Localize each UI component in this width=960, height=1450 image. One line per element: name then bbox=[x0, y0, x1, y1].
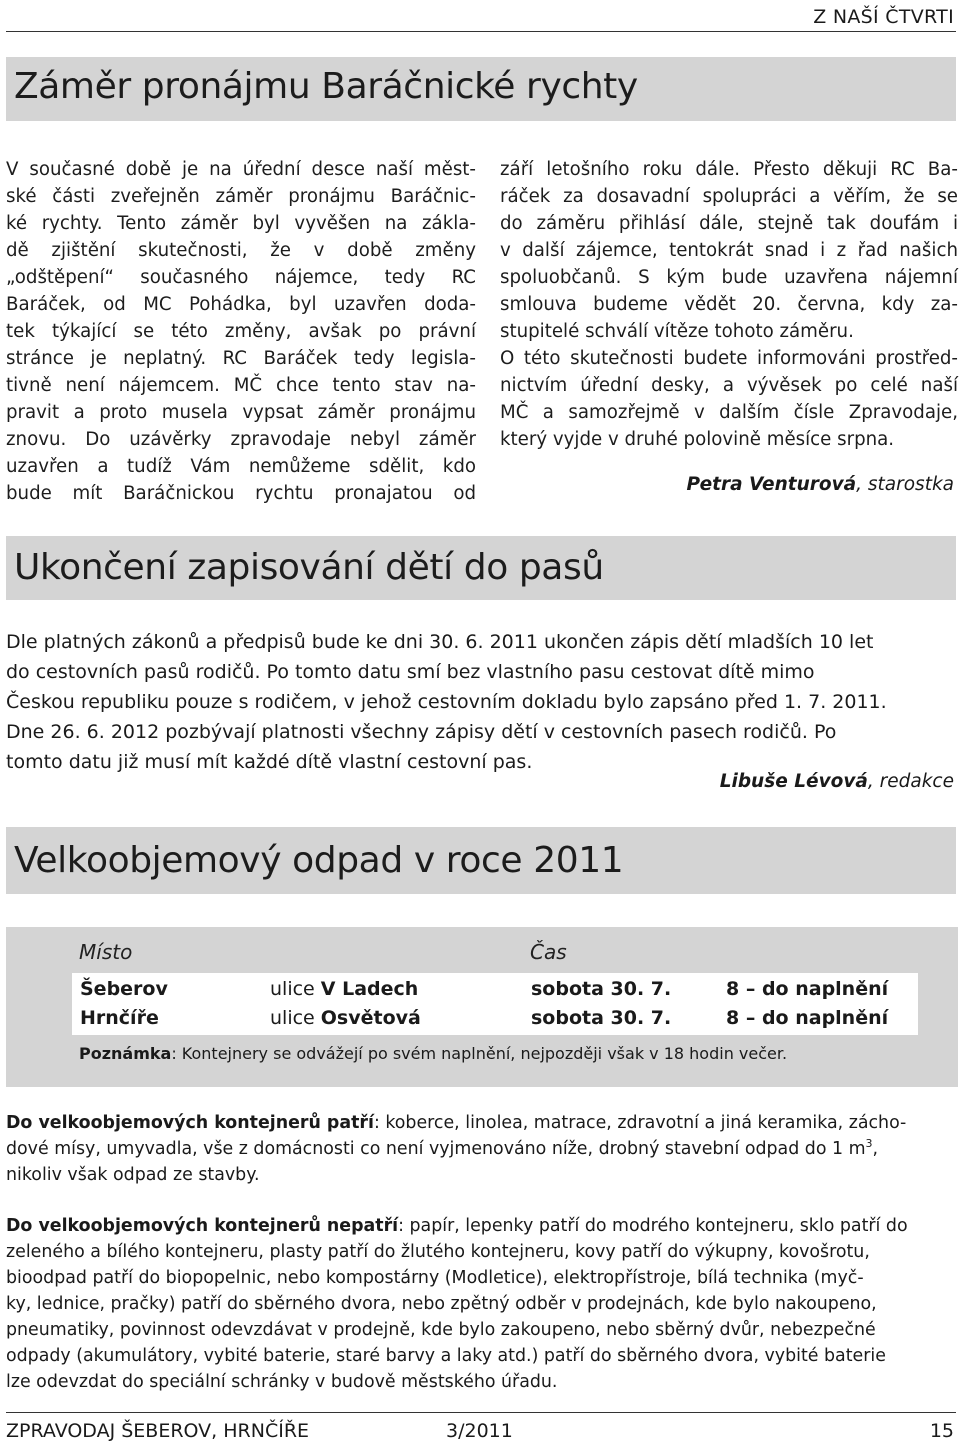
cell-date: sobota 30. 7. bbox=[531, 1007, 672, 1029]
cell-place: Šeberov bbox=[80, 978, 168, 1000]
top-divider bbox=[6, 31, 956, 32]
text-line: Českou republiku pouze s rodičem, v jehož cestovním dokladu bylo zapsáno před 1. 7. 2011. bbox=[6, 691, 887, 713]
text-line: pravit a proto musela vypsat záměr pronájmu bbox=[6, 402, 476, 423]
table-note bbox=[79, 1044, 787, 1063]
table-body bbox=[72, 973, 918, 1035]
article-title: Záměr pronájmu Baráčnické rychty bbox=[14, 66, 638, 107]
text-line: dě zjištění skutečnosti, že v době změny bbox=[6, 240, 476, 261]
text-line: Dle platných zákonů a předpisů bude ke dni 30. 6. 2011 ukončen zápis dětí mladších 10 let bbox=[6, 631, 874, 653]
text-line bbox=[6, 1136, 958, 1162]
article-column-left bbox=[6, 156, 476, 507]
text-line: O této skutečnosti budete informováni prostřed- bbox=[500, 348, 958, 369]
text-line: V současné době je na úřední desce naší měst- bbox=[6, 159, 476, 180]
text-line: v další zájemce, tentokrát snad i z řad našich bbox=[500, 240, 958, 261]
text-line: Dne 26. 6. 2012 pozbývají platnosti všechny zápisy dětí v cestovních pasech rodičů. Po bbox=[6, 721, 837, 743]
text-line: MČ a samozřejmě v dalším čísle Zpravodaje, bbox=[500, 402, 958, 423]
text-line: „odštěpení“ současného nájemce, tedy RC bbox=[6, 267, 476, 288]
text-line: stupitelé schválí vítěze tohoto záměru. bbox=[500, 321, 854, 342]
text-line: tivně není nájemcem. MČ chce tento stav na- bbox=[6, 375, 476, 396]
author-role: , starostka bbox=[856, 474, 954, 495]
text-span: : papír, lepenky patří do modrého kontejneru, sklo patří do bbox=[398, 1216, 908, 1236]
text-span: , bbox=[872, 1139, 879, 1159]
article-column-right bbox=[500, 156, 958, 453]
text-line: stránce je neplatný. RC Baráček tedy legisla- bbox=[6, 348, 476, 369]
street-prefix: ulice bbox=[270, 1007, 321, 1029]
article-body bbox=[6, 627, 958, 777]
footer-issue: 3/2011 bbox=[446, 1420, 513, 1442]
author-name: Libuše Lévová bbox=[719, 771, 868, 792]
text-line: zeleného a bílého kontejneru, plasty patří do žlutého kontejneru, kovy patří do výkupny, kovošrotu, bbox=[6, 1242, 870, 1262]
text-line: nictvím úřední desky, a vývěsek po celé naší bbox=[500, 375, 958, 396]
cell-street bbox=[270, 978, 418, 1000]
belongs-label: Do velkoobjemových kontejnerů patří bbox=[6, 1113, 374, 1133]
street-name: Osvětová bbox=[320, 1007, 421, 1029]
superscript: 3 bbox=[865, 1137, 873, 1151]
article-title: Velkoobjemový odpad v roce 2011 bbox=[14, 840, 624, 881]
street-name: V Ladech bbox=[320, 978, 419, 1000]
text-line: odpady (akumulátory, vybité baterie, staré barvy a laky atd.) patří do sběrného dvora, vybité baterie bbox=[6, 1346, 886, 1366]
column-header-place: Místo bbox=[79, 940, 133, 964]
text-line: tomto datu již musí mít každé dítě vlastní cestovní pas. bbox=[6, 751, 533, 773]
text-line bbox=[6, 1213, 958, 1239]
not-belongs-paragraph bbox=[6, 1213, 958, 1395]
cell-time: 8 – do naplnění bbox=[726, 978, 889, 1000]
author-name: Petra Venturová bbox=[686, 474, 857, 495]
note-label: Poznámka bbox=[79, 1044, 172, 1063]
author-signature bbox=[687, 474, 954, 495]
cell-street bbox=[270, 1007, 421, 1029]
text-line: uzavřen a tudíž Vám nemůžeme sdělit, kdo bbox=[6, 456, 476, 477]
cell-date: sobota 30. 7. bbox=[531, 978, 672, 1000]
text-line: do cestovních pasů rodičů. Po tomto datu smí bez vlastního pasu cestovat dítě mimo bbox=[6, 661, 815, 683]
text-line bbox=[6, 1110, 958, 1136]
article-heading-bar bbox=[6, 536, 956, 600]
table-row bbox=[72, 975, 918, 1004]
text-line: ské části zveřejněn záměr pronájmu Baráčnic- bbox=[6, 186, 476, 207]
footer-publication: ZPRAVODAJ ŠEBEROV, HRNČÍŘE bbox=[6, 1420, 310, 1442]
text-line: září letošního roku dále. Přesto děkuji RC Ba- bbox=[500, 159, 958, 180]
text-span: dové mísy, umyvadla, vše z domácnosti co není vyjmenováno níže, drobný stavební odpad do 1 m bbox=[6, 1139, 866, 1159]
text-line: tek týkající se této změny, avšak po právní bbox=[6, 321, 476, 342]
article-heading-bar bbox=[6, 57, 956, 121]
author-signature bbox=[720, 771, 954, 792]
not-belongs-label: Do velkoobjemových kontejnerů nepatří bbox=[6, 1216, 399, 1236]
text-line: bude mít Baráčnickou rychtu pronajatou od bbox=[6, 483, 476, 504]
author-role: , redakce bbox=[867, 771, 954, 792]
table-row bbox=[72, 1004, 918, 1033]
text-line: do záměru přihlásí dále, stejně tak doufám i bbox=[500, 213, 958, 234]
cell-time: 8 – do naplnění bbox=[726, 1007, 889, 1029]
text-line: který vyjde v druhé polovině měsíce srpna. bbox=[500, 429, 895, 450]
article-heading-bar bbox=[6, 827, 956, 894]
text-line: smlouva budeme vědět 20. června, kdy za- bbox=[500, 294, 958, 315]
text-line: spoluobčanů. S kým bude uzavřena nájemní bbox=[500, 267, 958, 288]
column-header-time: Čas bbox=[530, 940, 567, 964]
text-line: ráček za dosavadní spolupráci a věřím, že se bbox=[500, 186, 958, 207]
schedule-table bbox=[6, 927, 958, 1087]
text-line: znovu. Do uzávěrky zpravodaje nebyl záměr bbox=[6, 429, 476, 450]
text-line: ké rychty. Tento záměr byl vyvěšen na zákla- bbox=[6, 213, 476, 234]
section-label: Z NAŠÍ ČTVRTI bbox=[813, 6, 954, 28]
text-line: lze odevzdat do speciální schránky v budově městského úřadu. bbox=[6, 1372, 558, 1392]
text-line: pneumatiky, povinnost odevzdávat v prodejně, kde bylo zakoupeno, nebo sběrný dvůr, nebezpečné bbox=[6, 1320, 876, 1340]
bottom-divider bbox=[6, 1412, 956, 1413]
text-line: bioodpad patří do biopopelnic, nebo kompostárny (Modletice), elektropřístroje, bílá technika (myč- bbox=[6, 1268, 864, 1288]
note-text: : Kontejnery se odvážejí po svém naplnění, nejpozději však v 18 hodin večer. bbox=[171, 1044, 788, 1063]
belongs-paragraph bbox=[6, 1110, 958, 1188]
street-prefix: ulice bbox=[270, 978, 321, 1000]
text-line: Baráček, od MC Pohádka, byl uzavřen dodа- bbox=[6, 294, 476, 315]
text-line: nikoliv však odpad ze stavby. bbox=[6, 1165, 260, 1185]
text-span: : koberce, linolea, matrace, zdravotní a jiná keramika, zácho- bbox=[373, 1113, 907, 1133]
text-line: ky, lednice, pračky) patří do sběrného dvora, nebo zpětný odběr v prodejnách, kde bylo nakoupeno, bbox=[6, 1294, 877, 1314]
page-number: 15 bbox=[929, 1420, 954, 1442]
cell-place: Hrnčíře bbox=[80, 1007, 159, 1029]
article-title: Ukončení zapisování dětí do pasů bbox=[14, 547, 604, 588]
